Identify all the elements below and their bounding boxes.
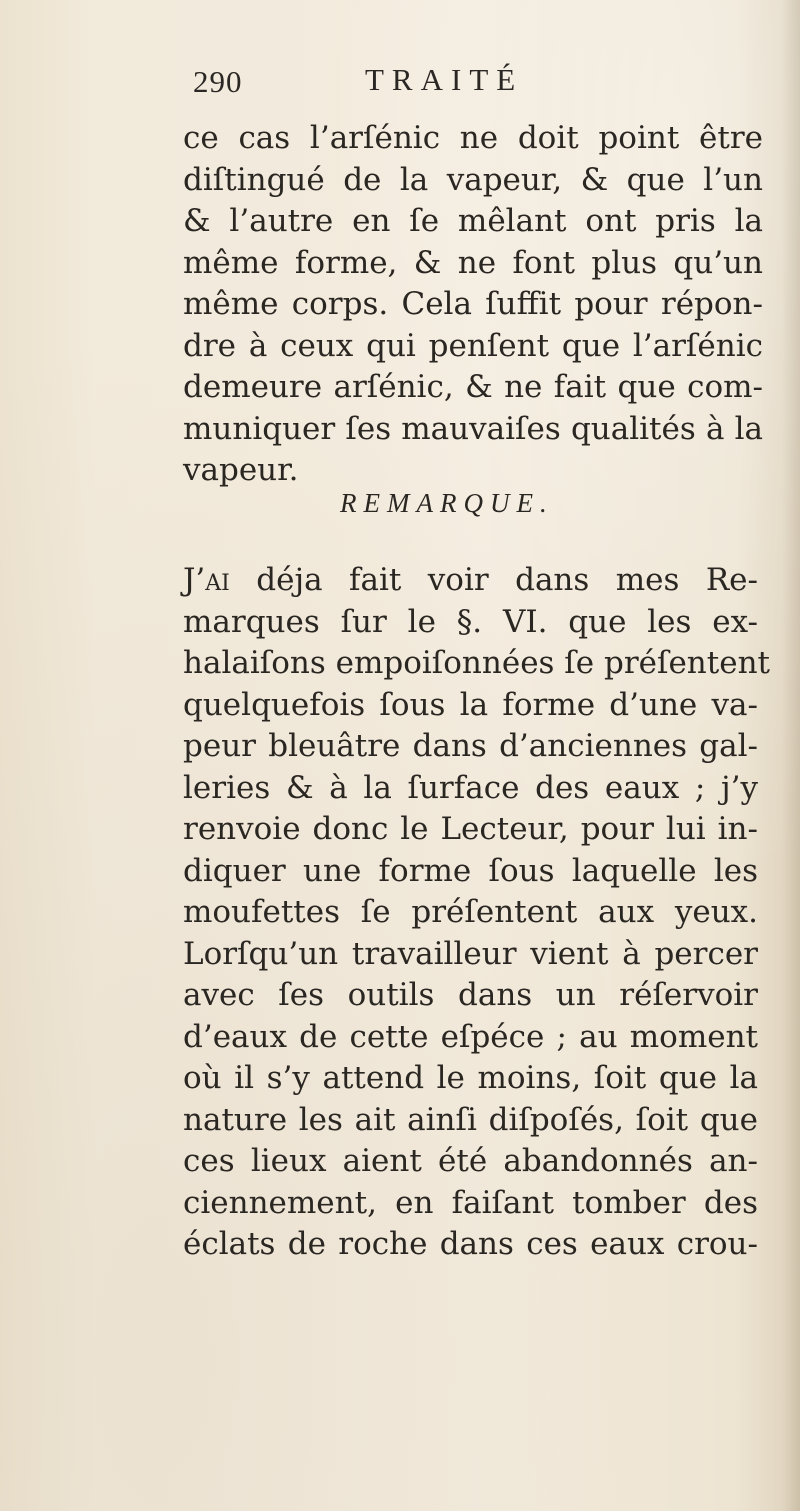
text-line: muniquer ſes mauvaiſes qualités à la <box>183 410 763 447</box>
opening-smallcaps: ai <box>205 562 230 598</box>
first-line-text: déja fait voir dans mes Re- <box>229 562 758 598</box>
text-line: ciennement, en faiſant tomber des <box>183 1184 758 1221</box>
page-header <box>193 64 613 108</box>
text-line: quelquefois ſous la forme d’une va- <box>183 686 758 723</box>
text-line: diſtingué de la vapeur, & que l’un <box>183 161 763 198</box>
paragraph-2 <box>183 560 771 1266</box>
text-line: avec ſes outils dans un réſervoir <box>183 977 758 1013</box>
text-line: dre à ceux qui penſent que l’arſénic <box>183 327 763 364</box>
text-line: vapeur. <box>183 452 299 488</box>
text-line: & l’autre en ſe mêlant ont pris la <box>183 203 763 239</box>
text-line: peur bleuâtre dans d’anciennes gal- <box>183 728 758 764</box>
running-head: TRAITÉ <box>365 62 524 97</box>
text-line: demeure arſénic, & ne fait que com- <box>183 369 763 405</box>
text-line: d’eaux de cette eſpéce ; au moment <box>183 1018 758 1055</box>
first-line <box>183 560 758 602</box>
text-line: éclats de roche dans ces eaux crou- <box>183 1226 758 1262</box>
text-line: Lorſqu’un travailleur vient à percer <box>183 935 758 972</box>
text-line: leries & à la ſurface des eaux ; j’y <box>183 769 758 806</box>
text-line: halaiſons empoiſonnées ſe préſentent <box>183 645 771 681</box>
text-line: renvoie donc le Lecteur, pour lui in- <box>183 811 758 847</box>
text-line: moufettes ſe préſentent aux yeux. <box>183 894 758 930</box>
text-line: même corps. Cela ſuffit pour répon- <box>183 286 763 322</box>
text-line: où il s’y attend le moins, ſoit que la <box>183 1060 758 1096</box>
section-title: REMARQUE. <box>340 488 554 518</box>
opening-word: J’ <box>183 562 206 598</box>
page-number: 290 <box>193 64 243 99</box>
paragraph-1 <box>183 118 763 492</box>
text-line: diquer une forme ſous laquelle les <box>183 852 758 889</box>
page-edge-shadow <box>782 0 800 1511</box>
text-line: ces lieux aient été abandonnés an- <box>183 1143 758 1179</box>
text-line: nature les ait ainſi diſpoſés, ſoit que <box>183 1101 758 1138</box>
text-line: même forme, & ne font plus qu’un <box>183 244 763 281</box>
text-line: marques ſur le §. VI. que les ex- <box>183 603 758 640</box>
text-line: ce cas l’arſénic ne doit point être <box>183 120 763 156</box>
